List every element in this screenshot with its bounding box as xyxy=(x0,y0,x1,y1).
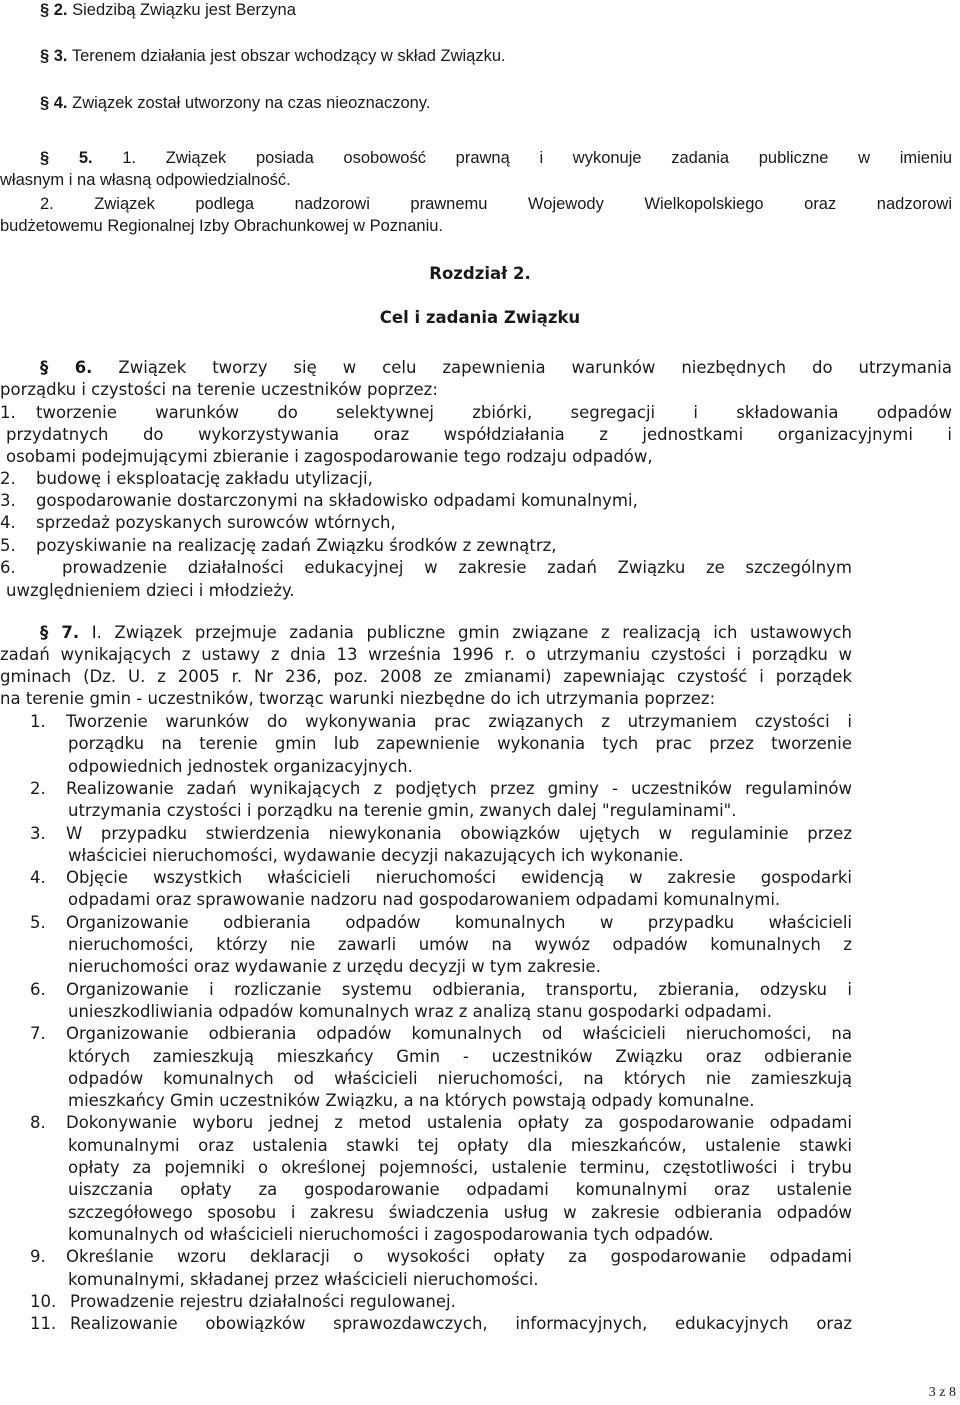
list-item-text: Tworzenie warunków do wykonywania prac związanych z utrzymaniem czystości i xyxy=(66,712,852,731)
section-number: § 2. xyxy=(40,1,68,19)
paragraph-text: Związek został utworzony na czas nieoznaczony. xyxy=(72,94,431,112)
section-number: § 6. xyxy=(40,358,93,377)
list-number: 5. xyxy=(30,912,46,932)
list-number: 6. xyxy=(0,558,16,577)
list-number: 1. xyxy=(30,712,46,731)
list-item-text: nieruchomości oraz wydawanie z urzędu decyzji w tym zakresie. xyxy=(68,957,601,977)
list-item-text: tworzenie warunków do selektywnej zbiórki, segregacji i składowania odpadów xyxy=(36,403,952,422)
section-number: § 4. xyxy=(40,94,68,112)
list-item-text: utrzymania czystości i porządku na terenie gmin, zwanych dalej "regulaminami". xyxy=(68,801,737,821)
paragraph-text: Terenem działania jest obszar wchodzący w skład Związku. xyxy=(71,47,506,65)
list-number: 2. xyxy=(0,469,16,488)
paragraph-6-line-2: porządku i czystości na terenie uczestników poprzez: xyxy=(0,380,438,399)
list-item-text: Dokonywanie wyboru jednej z metod ustalenia opłaty za gospodarowanie odpadami xyxy=(66,1113,852,1133)
list-item-text: komunalnymi oraz ustalenia stawki tej opłaty dla mieszkańców, ustalenie stawki xyxy=(68,1135,852,1155)
list-item-text: komunalnymi, składanej przez właścicieli nieruchomości. xyxy=(68,1269,539,1289)
paragraph-3 xyxy=(40,46,506,67)
chapter-title: Rozdział 2. xyxy=(429,264,531,283)
list-item-text: przydatnych do wykorzystywania oraz współdziałania z jednostkami organizacyjnymi i xyxy=(6,425,952,444)
paragraph-7-line-2: zadań wynikających z ustawy z dnia 13 września 1996 r. o utrzymaniu czystości i porządku w xyxy=(0,645,852,664)
list-item-text: komunalnych od właścicieli nieruchomości i zagospodarowania tych odpadów. xyxy=(68,1224,714,1244)
list-item-text: odpowiednich jednostek organizacyjnych. xyxy=(68,756,413,776)
paragraph-text: I. Związek przejmuje zadania publiczne gmin związane z realizacją ich ustawowych xyxy=(91,623,853,642)
list-item-text: opłaty za pojemniki o określonej pojemności, ustalenie terminu, częstotliwości i trybu xyxy=(68,1158,852,1177)
list-number: 1. xyxy=(0,403,16,422)
list-number: 4. xyxy=(30,868,46,888)
list-item-text: porządku na terenie gmin lub zapewnienie wykonania tych prac przez tworzenie xyxy=(68,734,852,754)
list-item-text: których zamieszkują mieszkańcy Gmin - uczestników Związku oraz odbieranie xyxy=(68,1046,852,1066)
paragraph-5-line-2: własnym i na własną odpowiedzialność. xyxy=(0,171,291,189)
list-item-text: prowadzenie działalności edukacyjnej w zakresie zadań Związku ze szczególnym xyxy=(62,558,852,577)
list-item-text: Realizowanie obowiązków sprawozdawczych, informacyjnych, edukacyjnych oraz xyxy=(70,1314,852,1334)
list-number: 7. xyxy=(30,1024,46,1044)
chapter-subtitle: Cel i zadania Związku xyxy=(379,308,581,327)
list-number: 9. xyxy=(30,1247,46,1267)
paragraph-5-line-4: budżetowemu Regionalnej Izby Obrachunkowej w Poznaniu. xyxy=(0,217,444,235)
list-number: 11. xyxy=(30,1314,57,1334)
list-number: 2. xyxy=(30,778,46,798)
list-number: 5. xyxy=(0,536,16,555)
list-item-text: szczegółowego sposobu i zakresu świadczenia usług w zakresie odbierania odpadów xyxy=(68,1202,852,1222)
list-item-text: odpadami oraz sprawowanie nadzoru nad gospodarowaniem odpadami komunalnymi. xyxy=(68,890,781,910)
list-item-text: nieruchomości, którzy nie zawarli umów na wywóz odpadów komunalnych z xyxy=(68,935,852,954)
paragraph-6-line-1 xyxy=(40,357,952,378)
list-item-text: pozyskiwanie na realizację zadań Związku środków z zewnątrz, xyxy=(36,536,557,555)
list-item-text: W przypadku stwierdzenia niewykonania obowiązków ujętych w regulaminie przez xyxy=(66,823,852,843)
list-item-text: Organizowanie i rozliczanie systemu odbierania, transportu, zbierania, odzysku i xyxy=(66,979,852,999)
paragraph-7-line-3: gminach (Dz. U. z 2005 r. Nr 236, poz. 2008 ze zmianami) zapewniając czystość i porządek xyxy=(0,667,852,686)
list-item-text: Objęcie wszystkich właścicieli nieruchomości ewidencją w zakresie gospodarki xyxy=(66,868,852,888)
paragraph-4 xyxy=(40,93,430,114)
list-item-text: właściciei nieruchomości, wydawanie decyzji nakazujących ich wykonanie. xyxy=(68,845,684,865)
list-number: 6. xyxy=(30,979,46,999)
section-number: § 3. xyxy=(40,47,68,65)
paragraph-7-line-1 xyxy=(40,622,852,643)
list-item-text: Organizowanie odbierania odpadów komunalnych w przypadku właścicieli xyxy=(66,912,852,932)
list-number: 8. xyxy=(30,1113,46,1133)
section-number: § 5. xyxy=(40,149,93,167)
list-number: 10. xyxy=(30,1291,57,1311)
list-item-text: mieszkańcy Gmin uczestników Związku, a na których powstają odpady komunalne. xyxy=(68,1091,755,1111)
section-number: § 7. xyxy=(40,623,80,642)
page-number: 3 z 8 xyxy=(928,1385,956,1400)
list-item-text: budowę i eksploatację zakładu utylizacji, xyxy=(36,469,373,488)
paragraph-text: Związek tworzy się w celu zapewnienia warunków niezbędnych do utrzymania xyxy=(118,358,952,377)
list-number: 3. xyxy=(30,823,46,843)
list-item-text: odpadów komunalnych od właścicieli nieruchomości, na których nie zamieszkują xyxy=(68,1068,852,1088)
paragraph-text: 1. Związek posiada osobowość prawną i wykonuje zadania publiczne w imieniu xyxy=(122,149,952,167)
list-item-text: gospodarowanie dostarczonymi na składowisko odpadami komunalnymi, xyxy=(36,491,638,510)
list-item-text: uiszczania opłaty za gospodarowanie odpadami komunalnymi oraz ustalenie xyxy=(68,1180,852,1200)
list-item-text: sprzedaż pozyskanych surowców wtórnych, xyxy=(36,513,396,532)
paragraph-5-line-3: 2. Związek podlega nadzorowi prawnemu Wojewody Wielkopolskiego oraz nadzorowi xyxy=(40,195,952,213)
list-item-text: osobami podejmującymi zbieranie i zagospodarowanie tego rodzaju odpadów, xyxy=(6,447,653,466)
list-item-text: Organizowanie odbierania odpadów komunalnych od właścicieli nieruchomości, na xyxy=(66,1024,852,1044)
paragraph-text: Siedzibą Związku jest Berzyna xyxy=(72,1,296,19)
list-item-text: Określanie wzoru deklaracji o wysokości opłaty za gospodarowanie odpadami xyxy=(66,1247,852,1267)
list-number: 3. xyxy=(0,491,16,510)
paragraph-2 xyxy=(40,0,296,21)
list-item-text: unieszkodliwiania odpadów komunalnych wraz z analizą stanu gospodarki odpadami. xyxy=(68,1001,772,1021)
list-item-text: Realizowanie zadań wynikających z podjętych przez gminy - uczestników regulaminów xyxy=(66,778,852,798)
list-item-text: uwzględnieniem dzieci i młodzieży. xyxy=(6,581,295,600)
list-number: 4. xyxy=(0,513,16,532)
paragraph-5-line-1 xyxy=(40,148,952,169)
paragraph-7-line-4: na terenie gmin - uczestników, tworząc warunki niezbędne do ich utrzymania poprzez: xyxy=(0,689,716,708)
list-item-text: Prowadzenie rejestru działalności regulowanej. xyxy=(70,1291,456,1311)
